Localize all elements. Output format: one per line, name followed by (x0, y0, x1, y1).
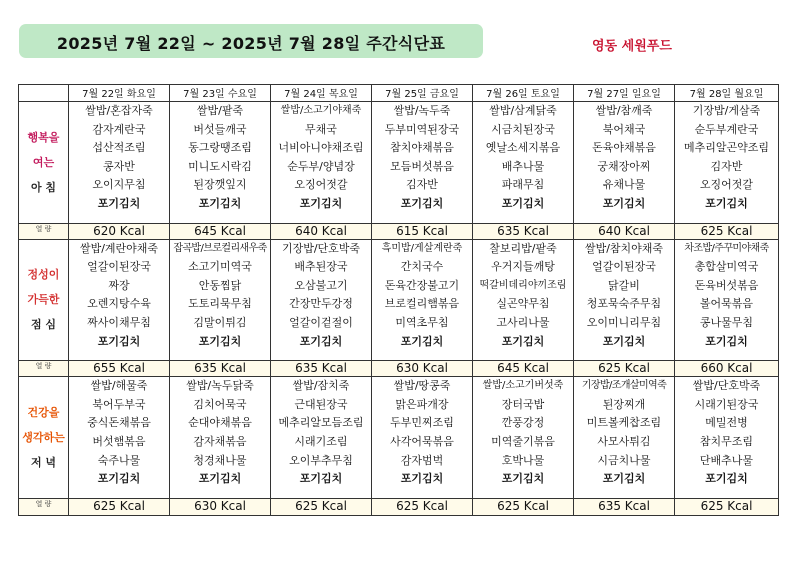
menu-cell (675, 239, 779, 361)
menu-item: 볼어묵볶음 (699, 297, 754, 311)
kcal-value: 625 Kcal (574, 361, 675, 377)
menu-item: 미트볼케찹조림 (586, 416, 662, 430)
title-banner (19, 24, 483, 58)
kcal-value: 625 Kcal (271, 498, 372, 515)
meal-label-line: 여는 (32, 155, 55, 169)
menu-item: 포기김치 (97, 197, 141, 211)
menu-cell (271, 377, 372, 499)
menu-item: 모듬버섯볶음 (390, 159, 454, 173)
kcal-label: 열 량 (19, 223, 69, 239)
menu-item: 간장만두강정 (289, 297, 353, 311)
kcal-value: 635 Kcal (271, 361, 372, 377)
menu-item: 버섯햄볶음 (92, 435, 146, 449)
menu-item: 고사리나물 (496, 316, 550, 330)
menu-item: 궁채장아찌 (597, 159, 651, 173)
menu-item: 청경채나물 (193, 453, 247, 467)
menu-item: 기장밥/조개살미역죽 (581, 380, 667, 392)
menu-item: 섭산적조림 (92, 141, 146, 155)
day-header: 7월 25일 금요일 (372, 85, 473, 102)
menu-item: 포기김치 (705, 334, 748, 348)
menu-item: 쌀밥/녹두닭죽 (186, 379, 254, 393)
menu-item: 얼갈이된장국 (592, 260, 656, 274)
kcal-value: 630 Kcal (170, 498, 271, 515)
menu-item: 짜장 (108, 278, 130, 292)
menu-item: 메추리알곤약조림 (683, 141, 769, 155)
menu-item: 기장밥/단호박죽 (281, 241, 361, 255)
kcal-value: 635 Kcal (170, 361, 271, 377)
menu-item: 김자반 (406, 178, 438, 192)
menu-item: 감자계란국 (92, 122, 146, 136)
menu-item: 쌀밥/소고기야채죽 (280, 105, 362, 117)
menu-item: 두부민찌조림 (390, 416, 454, 430)
menu-cell (473, 239, 574, 361)
menu-item: 쌀밥/참치야채죽 (584, 241, 664, 255)
menu-item: 오징어젓갈 (294, 178, 348, 192)
day-header-row (19, 85, 779, 102)
menu-item: 오징어젓갈 (699, 178, 754, 192)
menu-item: 쌀밥/혼잡자죽 (85, 104, 153, 118)
menu-item: 안동찜닭 (198, 278, 242, 292)
menu-item: 순대야채볶음 (188, 416, 252, 430)
menu-cell (675, 102, 779, 224)
menu-item: 쌀밥/녹두죽 (393, 104, 451, 118)
menu-item: 흑미밥/게살계란죽 (381, 242, 463, 254)
menu-item: 포기김치 (501, 197, 545, 211)
menu-cell (675, 377, 779, 499)
menu-item: 옛날소세지볶음 (485, 141, 561, 155)
meal-label-line: 아 침 (30, 180, 57, 194)
day-header: 7월 27일 일요일 (574, 85, 675, 102)
menu-cell (574, 102, 675, 224)
kcal-value: 655 Kcal (69, 361, 170, 377)
menu-cell (372, 377, 473, 499)
menu-item: 호박나물 (501, 453, 545, 467)
menu-item: 브로컬리햄볶음 (384, 297, 460, 311)
company-name: 영동 세원푸드 (592, 39, 672, 54)
menu-item: 시래기조림 (294, 435, 348, 449)
menu-cell (473, 377, 574, 499)
menu-item: 포기김치 (299, 472, 343, 486)
menu-item: 김자반 (710, 159, 743, 173)
menu-item: 단배추나물 (699, 453, 754, 467)
meal-label-dinner (19, 377, 69, 499)
menu-item: 메밀전병 (705, 416, 748, 430)
kcal-value: 625 Kcal (675, 498, 779, 515)
menu-item: 포기김치 (602, 472, 646, 486)
menu-item: 북어채국 (602, 122, 646, 136)
menu-item: 된장깻잎지 (193, 178, 247, 192)
menu-item: 쌀밥/계란야채죽 (79, 241, 159, 255)
menu-item: 떡갈비데리야끼조림 (479, 279, 567, 291)
menu-item: 포기김치 (400, 334, 444, 348)
menu-item: 포기김치 (400, 472, 444, 486)
menu-item: 장터국밥 (501, 397, 545, 411)
menu-item: 시래기된장국 (694, 397, 759, 411)
menu-item: 순두부계란국 (694, 122, 759, 136)
menu-item: 포기김치 (705, 197, 748, 211)
menu-item: 사모사튀김 (597, 435, 651, 449)
menu-item: 배추된장국 (294, 260, 348, 274)
menu-item: 찰보리밥/팥죽 (489, 241, 557, 255)
menu-item: 잡곡밥/브로컬리새우죽 (173, 242, 267, 254)
menu-item: 참치무조림 (699, 435, 754, 449)
menu-item: 우거지들깨탕 (491, 260, 555, 274)
menu-item: 쌀밥/단호박죽 (692, 379, 761, 393)
menu-cell (271, 239, 372, 361)
day-header: 7월 26일 토요일 (473, 85, 574, 102)
menu-item: 북어두부국 (92, 397, 146, 411)
menu-item: 도토리묵무침 (188, 297, 252, 311)
menu-item: 오렌지탕수육 (87, 297, 151, 311)
menu-item: 시금치나물 (597, 453, 651, 467)
menu-item: 포기김치 (97, 472, 141, 486)
menu-item: 미역줄기볶음 (491, 435, 555, 449)
meal-label-line: 정성이 (27, 268, 60, 282)
menu-item: 참치야채볶음 (390, 141, 454, 155)
menu-item: 미역초무침 (395, 316, 449, 330)
kcal-value: 640 Kcal (574, 223, 675, 239)
menu-item: 쌀밥/소고기버섯죽 (482, 380, 564, 392)
menu-item: 미니도시락김 (188, 159, 252, 173)
meal-label-line: 가득한 (27, 293, 60, 307)
dinner-row (19, 377, 779, 499)
menu-item: 포기김치 (602, 334, 646, 348)
menu-item: 소고기미역국 (188, 260, 252, 274)
menu-item: 유채나물 (602, 178, 646, 192)
menu-item: 오이지무침 (92, 178, 146, 192)
breakfast-row (19, 102, 779, 224)
kcal-value: 615 Kcal (372, 223, 473, 239)
menu-item: 파래무침 (501, 178, 545, 192)
menu-item: 포기김치 (198, 334, 242, 348)
menu-item: 사각어묵볶음 (390, 435, 454, 449)
menu-item: 콩나물무침 (699, 316, 754, 330)
menu-item: 포기김치 (501, 334, 545, 348)
kcal-value: 620 Kcal (69, 223, 170, 239)
menu-item: 쌀밥/팥죽 (196, 104, 244, 118)
menu-item: 배추나물 (501, 159, 545, 173)
kcal-value: 625 Kcal (675, 223, 779, 239)
meal-label-breakfast (19, 102, 69, 224)
menu-item: 차조밥/주꾸미야채죽 (684, 242, 769, 254)
menu-item: 쌀밥/해물죽 (90, 379, 148, 393)
kcal-value: 640 Kcal (271, 223, 372, 239)
menu-item: 총합살미역국 (694, 260, 759, 274)
menu-item: 근대된장국 (294, 397, 348, 411)
meal-label-line: 점 심 (30, 318, 57, 332)
menu-item: 오삼불고기 (294, 278, 348, 292)
menu-item: 돈육야채볶음 (592, 141, 656, 155)
menu-item: 순두부/양념장 (287, 159, 355, 173)
kcal-label: 열 량 (19, 498, 69, 515)
menu-item: 간치국수 (400, 260, 444, 274)
menu-item: 포기김치 (501, 472, 545, 486)
menu-item: 쌀밥/잠치죽 (292, 379, 350, 393)
menu-item: 얼갈이겉절이 (289, 316, 353, 330)
menu-item: 김말이튀김 (193, 316, 247, 330)
weekly-menu-table (18, 84, 779, 516)
page-title: 2025년 7월 22일 ~ 2025년 7월 28일 주간식단표 (56, 34, 446, 53)
menu-item: 포기김치 (198, 197, 242, 211)
menu-cell (574, 377, 675, 499)
menu-item: 무채국 (305, 122, 337, 136)
kcal-row-lunch (19, 361, 779, 377)
menu-item: 된장찌개 (602, 397, 646, 411)
menu-cell (271, 102, 372, 224)
menu-item: 동그랑땡조림 (188, 141, 252, 155)
menu-item: 메추리알모듬조림 (278, 416, 364, 430)
lunch-row (19, 239, 779, 361)
menu-item: 시금치된장국 (491, 122, 555, 136)
menu-item: 짜사이채무침 (87, 316, 151, 330)
menu-item: 기장밥/게살죽 (692, 104, 761, 118)
menu-item: 포기김치 (705, 472, 748, 486)
menu-item: 포기김치 (400, 197, 444, 211)
menu-cell (170, 239, 271, 361)
menu-item: 콩자반 (103, 159, 135, 173)
kcal-value: 645 Kcal (170, 223, 271, 239)
kcal-value: 660 Kcal (675, 361, 779, 377)
menu-item: 감자범벅 (400, 453, 444, 467)
menu-item: 청포묵숙주무침 (586, 297, 662, 311)
kcal-value: 625 Kcal (372, 498, 473, 515)
menu-cell (69, 102, 170, 224)
menu-item: 포기김치 (299, 334, 343, 348)
kcal-value: 635 Kcal (473, 223, 574, 239)
menu-cell (372, 239, 473, 361)
menu-item: 두부미역된장국 (384, 122, 460, 136)
kcal-value: 625 Kcal (69, 498, 170, 515)
corner-cell (19, 85, 69, 102)
kcal-value: 630 Kcal (372, 361, 473, 377)
day-header: 7월 28일 월요일 (675, 85, 779, 102)
kcal-row-dinner (19, 498, 779, 515)
kcal-value: 635 Kcal (574, 498, 675, 515)
meal-label-line: 생각하는 (22, 431, 65, 445)
menu-item: 오이부추무침 (289, 453, 353, 467)
menu-item: 너비아니야채조림 (278, 141, 364, 155)
menu-item: 돈육버섯볶음 (694, 278, 759, 292)
menu-item: 숙주나물 (97, 453, 141, 467)
meal-label-lunch (19, 239, 69, 361)
menu-cell (69, 239, 170, 361)
day-header: 7월 24일 목요일 (271, 85, 372, 102)
kcal-value: 645 Kcal (473, 361, 574, 377)
menu-item: 오이미니리무침 (586, 316, 662, 330)
menu-item: 실곤약무침 (496, 297, 550, 311)
menu-item: 버섯들깨국 (193, 122, 247, 136)
menu-item: 포기김치 (602, 197, 646, 211)
menu-item: 감자채볶음 (193, 435, 247, 449)
menu-item: 쌀밥/삼계닭죽 (489, 104, 557, 118)
meal-label-line: 건강을 (27, 406, 60, 420)
kcal-label: 열 량 (19, 361, 69, 377)
menu-item: 포기김치 (97, 334, 141, 348)
menu-cell (372, 102, 473, 224)
menu-item: 얼갈이된장국 (87, 260, 151, 274)
menu-item: 포기김치 (299, 197, 343, 211)
menu-item: 깐풍강정 (501, 416, 545, 430)
meal-label-line: 저 녁 (30, 456, 57, 470)
menu-item: 돈육간장불고기 (384, 278, 460, 292)
menu-cell (170, 377, 271, 499)
menu-cell (574, 239, 675, 361)
menu-cell (170, 102, 271, 224)
day-header: 7월 22일 화요일 (69, 85, 170, 102)
meal-label-line: 행복을 (27, 130, 60, 144)
day-header: 7월 23일 수요일 (170, 85, 271, 102)
menu-item: 중식돈채볶음 (87, 416, 151, 430)
menu-item: 포기김치 (198, 472, 242, 486)
menu-item: 닭갈비 (608, 278, 640, 292)
menu-item: 쌀밥/참깨죽 (595, 104, 653, 118)
menu-cell (69, 377, 170, 499)
kcal-value: 625 Kcal (473, 498, 574, 515)
menu-item: 쌀밥/땅콩죽 (393, 379, 451, 393)
menu-item: 김치어묵국 (193, 397, 247, 411)
menu-item: 맑은파개장 (395, 397, 449, 411)
menu-cell (473, 102, 574, 224)
kcal-row-breakfast (19, 223, 779, 239)
